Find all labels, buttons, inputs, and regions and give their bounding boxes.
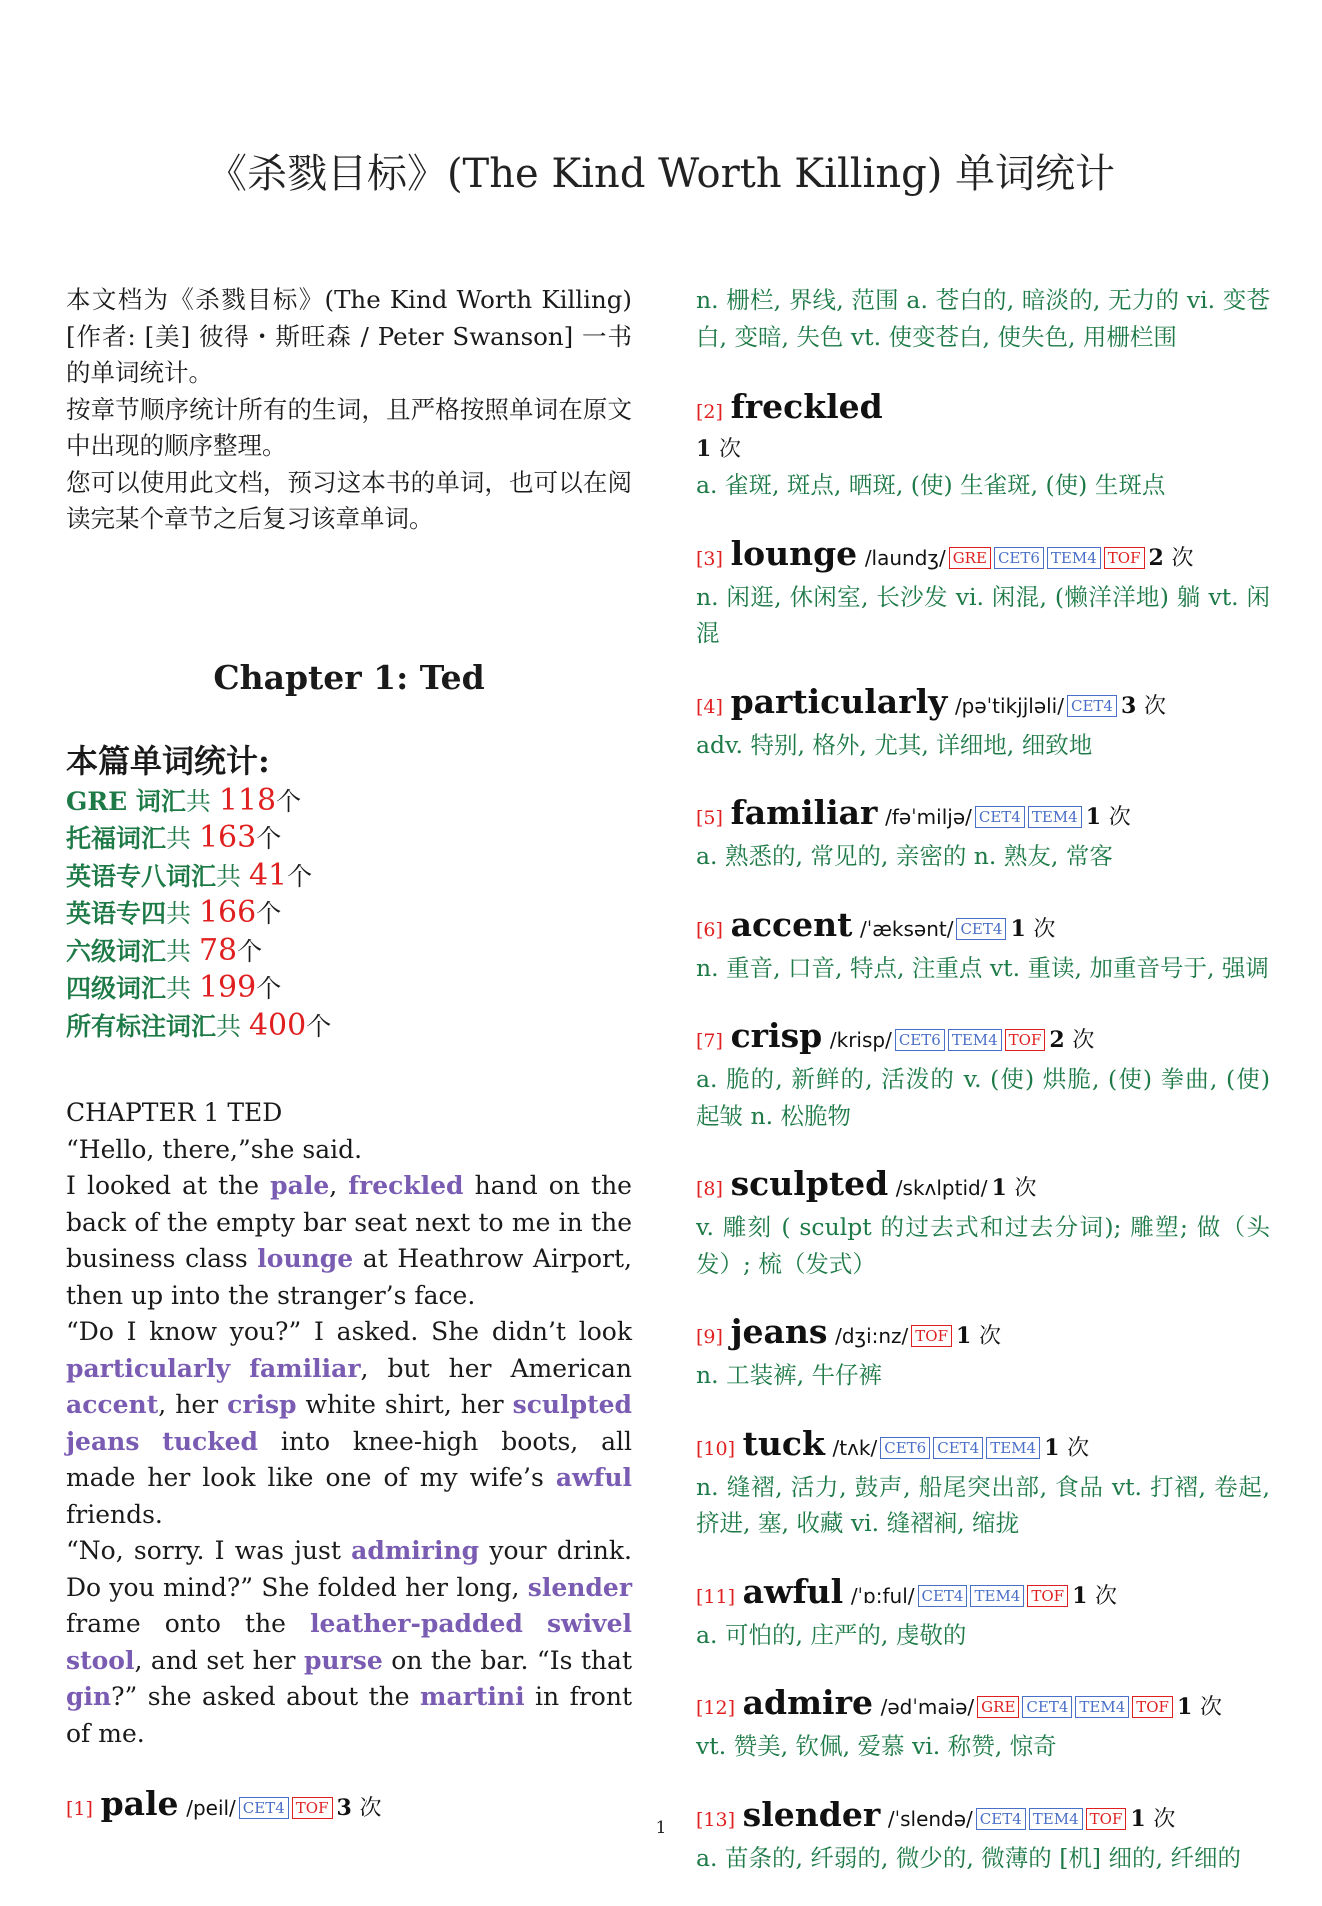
tag-badge: TOF <box>1027 1585 1068 1607</box>
vocab-word[interactable]: martini <box>420 1682 525 1711</box>
vocab-word[interactable]: lounge <box>257 1244 354 1273</box>
entry-phonetic: /ədˈmaiə/ <box>880 1695 975 1719</box>
entry-phonetic: /skʌlptid/ <box>895 1176 988 1200</box>
word-entry <box>696 1683 1270 1765</box>
tag-badge: CET4 <box>239 1797 289 1819</box>
tag-badge: TOF <box>1005 1029 1046 1051</box>
entry-index: [13] <box>696 1808 736 1831</box>
entry-head <box>696 1164 1270 1209</box>
entry-count: 1 次 <box>991 1175 1037 1201</box>
entry-index: [5] <box>696 807 723 829</box>
entry-definition: a. 脆的, 新鲜的, 活泼的 v. (使) 烘脆, (使) 拳曲, (使) 起皱 n. 松脆物 <box>696 1065 1270 1130</box>
tag-badge: TOF <box>1086 1808 1127 1830</box>
entry-count: 1 次 <box>1130 1805 1176 1832</box>
chapter-heading: Chapter 1: Ted <box>213 657 485 697</box>
entry-word[interactable]: slender <box>742 1794 881 1834</box>
vocab-word[interactable]: particularly <box>66 1353 231 1383</box>
entry-definition: v. 雕刻 ( sculpt 的过去式和过去分词); 雕塑; 做（头发）; 梳（发式） <box>696 1213 1270 1278</box>
tag-badge: TEM4 <box>986 1437 1040 1459</box>
tag-badge: CET4 <box>956 918 1006 940</box>
vocab-word[interactable]: stool <box>66 1645 135 1675</box>
story-paragraph: “Do I know you?” I asked. She didn’t look particularly familiar, but her American accent, her crisp white shirt, her sculpted jeans tucked into knee-high boots, all made her look like one of my wife’s awful friends. <box>66 1317 633 1529</box>
word-entry <box>696 905 1270 987</box>
entry-head <box>696 793 1270 838</box>
entry-index: [7] <box>696 1030 723 1052</box>
vocab-word[interactable]: admiring <box>351 1536 480 1565</box>
entry-head <box>696 387 1270 432</box>
entry-definition: n. 栅栏, 界线, 范围 a. 苍白的, 暗淡的, 无力的 vi. 变苍白, 变暗, 失色 vt. 使变苍白, 使失色, 用栅栏围 <box>696 286 1270 351</box>
entry-phonetic: /peil/ <box>186 1796 236 1820</box>
entry-index: [9] <box>696 1326 723 1348</box>
stat-count: 41 <box>248 857 288 893</box>
entry-definition: a. 熟悉的, 常见的, 亲密的 n. 熟友, 常客 <box>696 842 1113 870</box>
entry-word[interactable]: sculpted <box>730 1164 889 1203</box>
vocab-word[interactable]: purse <box>303 1645 383 1675</box>
vocab-word[interactable]: awful <box>555 1463 632 1492</box>
tag-badge: TOF <box>292 1797 333 1819</box>
entry-head <box>696 1312 1270 1357</box>
entry-index: [2] <box>696 401 723 423</box>
entry-index: [10] <box>696 1437 736 1460</box>
document-title: 《杀戮目标》(The Kind Worth Killing) 单词统计 <box>206 151 1116 197</box>
intro-line: 您可以使用此文档，预习这本书的单词，也可以在阅读完某个章节之后复习该章单词。 <box>66 467 632 533</box>
stat-row: 所有标注词汇共 400个 <box>66 1007 332 1043</box>
entry-count: 1 次 <box>956 1323 1002 1349</box>
entry-definition: a. 苗条的, 纤弱的, 微少的, 微薄的 [机] 细的, 纤细的 <box>696 1843 1241 1872</box>
vocab-word[interactable]: tucked <box>162 1426 258 1456</box>
stats-heading: 本篇单词统计: <box>66 741 270 780</box>
entry-word[interactable]: jeans <box>730 1312 828 1351</box>
entry-count: 1 次 <box>1044 1434 1090 1461</box>
stat-count: 199 <box>198 970 257 1005</box>
entry-definition: a. 可怕的, 庄严的, 虔敬的 <box>696 1620 967 1649</box>
entry-word[interactable]: freckled <box>730 387 883 426</box>
tag-badge: TOF <box>911 1325 952 1347</box>
story-paragraph: “Hello, there,”she said. <box>66 1134 363 1164</box>
tag-badge: CET4 <box>1022 1696 1072 1718</box>
entry-count: 1 次 <box>1085 804 1131 830</box>
vocab-word[interactable]: jeans <box>66 1426 140 1456</box>
word-entry <box>696 793 1270 875</box>
entry-phonetic: /laundʒ/ <box>864 545 946 570</box>
entry-head <box>696 905 1270 950</box>
entry-definition: adv. 特别, 格外, 尤其, 详细地, 细致地 <box>696 730 1093 759</box>
word-entry <box>696 1424 1270 1542</box>
entry-definition: n. 重音, 口音, 特点, 注重点 vt. 重读, 加重音号于, 强调 <box>696 953 1269 982</box>
left-column <box>66 282 632 1859</box>
entry-index: [12] <box>696 1697 736 1719</box>
entry-head <box>696 1572 1270 1617</box>
entry-count: 1 次 <box>696 436 741 462</box>
entry-phonetic: /ˈslendə/ <box>887 1806 973 1831</box>
entry-phonetic: /pəˈtikjjləli/ <box>954 693 1064 718</box>
entry-word[interactable]: lounge <box>730 533 858 573</box>
tag-badge: GRE <box>977 1696 1019 1718</box>
tag-badge: CET4 <box>1067 695 1117 717</box>
entry-word[interactable]: particularly <box>730 681 948 721</box>
entry-word[interactable]: awful <box>742 1571 844 1611</box>
stats-block <box>66 739 632 1046</box>
entry-index: [1] <box>66 1798 93 1820</box>
vocab-word[interactable]: freckled <box>348 1171 464 1200</box>
entry-head <box>696 682 1270 727</box>
vocab-word[interactable]: gin <box>66 1682 112 1711</box>
tag-badge: CET4 <box>933 1437 983 1459</box>
entry-count: 2 次 <box>1049 1027 1095 1053</box>
entry-head <box>696 534 1270 579</box>
entry-index: [3] <box>696 547 723 570</box>
entry-word[interactable]: accent <box>730 904 853 944</box>
story-paragraph: I looked at the pale, freckled hand on the back of the empty bar seat next to me in the business class lounge at Heathrow Airport, then up into the stranger’s face. <box>66 1171 632 1310</box>
tag-badge: CET4 <box>975 806 1025 828</box>
intro-line: 本文档为《杀戮目标》(The Kind Worth Killing)[作者: [美] 彼得・斯旺森 / Peter Swanson] 一书的单词统计。 <box>66 285 632 387</box>
entry-index: [6] <box>696 918 723 941</box>
tag-badge: TEM4 <box>1028 806 1082 828</box>
tag-badge: CET6 <box>880 1437 930 1459</box>
vocab-word[interactable]: leather-padded <box>310 1609 523 1638</box>
word-entry <box>696 1312 1270 1394</box>
tag-badge: TOF <box>1132 1696 1173 1718</box>
entry-word[interactable]: pale <box>100 1784 179 1823</box>
entry-count: 3 次 <box>336 1795 382 1821</box>
vocab-word[interactable]: slender <box>527 1572 632 1602</box>
vocab-word[interactable]: crisp <box>227 1390 297 1419</box>
entry-head <box>696 1683 1270 1728</box>
entry-head <box>696 1424 1270 1469</box>
word-entry <box>696 1572 1270 1654</box>
tag-badge: TEM4 <box>1075 1696 1129 1718</box>
story-text <box>66 1095 632 1752</box>
tag-badge: TOF <box>1104 547 1145 569</box>
entry-count: 2 次 <box>1148 544 1194 571</box>
tag-badge: CET4 <box>918 1585 968 1607</box>
entry-definition: n. 闲逛, 休闲室, 长沙发 vi. 闲混, (懒洋洋地) 躺 vt. 闲混 <box>696 582 1270 647</box>
stat-count: 78 <box>198 932 238 968</box>
stat-row: GRE 词汇共 118个 <box>66 782 302 818</box>
entry-index: [11] <box>696 1585 736 1608</box>
word-entry <box>696 534 1270 652</box>
intro <box>66 282 632 538</box>
entry-count: 1 次 <box>1176 1694 1222 1720</box>
entry-phonetic: /krisp/ <box>829 1028 892 1052</box>
tag-badge: CET4 <box>976 1808 1026 1830</box>
entry-count: 3 次 <box>1120 692 1166 719</box>
entry-word[interactable]: admire <box>742 1683 873 1722</box>
entry-count: 1 次 <box>1010 915 1056 942</box>
word-entry <box>696 387 1270 504</box>
entry-phonetic: /fəˈmiljə/ <box>885 805 972 829</box>
tag-badge: TEM4 <box>1047 547 1101 569</box>
stat-count: 166 <box>198 895 257 930</box>
stat-row: 托福词汇共 163个 <box>66 820 282 855</box>
right-column <box>696 282 1270 1906</box>
stat-row: 六级词汇共 78个 <box>66 932 263 968</box>
entry-head <box>696 1016 1270 1061</box>
entry-count: 1 次 <box>1072 1582 1118 1609</box>
tag-badge: TEM4 <box>948 1029 1002 1051</box>
word-entry <box>696 1016 1270 1134</box>
vocab-word[interactable]: accent <box>66 1390 159 1419</box>
entry-definition: n. 工装裤, 牛仔裤 <box>696 1361 883 1389</box>
entry-definition: a. 雀斑, 斑点, 晒斑, (使) 生雀斑, (使) 生斑点 <box>696 471 1166 499</box>
story-paragraph: “No, sorry. I was just admiring your drink. Do you mind?” She folded her long, slender frame onto the leather-padded swivel stool, and set her purse on the bar. “Is that gin?” she asked about the martini in front of me. <box>66 1536 632 1748</box>
tag-badge: TEM4 <box>970 1585 1024 1607</box>
stat-count: 163 <box>198 820 257 855</box>
stat-row: 英语专四共 166个 <box>66 895 282 930</box>
tag-badge: CET6 <box>994 547 1044 569</box>
entry-word[interactable]: crisp <box>730 1016 823 1055</box>
stat-count: 118 <box>218 782 277 818</box>
word-entry <box>696 682 1270 764</box>
stat-row: 英语专八词汇共 41个 <box>66 857 313 893</box>
tag-badge: GRE <box>949 547 991 569</box>
vocab-word[interactable]: pale <box>270 1171 330 1200</box>
entry-word[interactable]: familiar <box>730 793 878 832</box>
tag-badge: TEM4 <box>1029 1808 1083 1830</box>
entry-phonetic: /tʌk/ <box>832 1435 878 1460</box>
entry-definition: n. 缝褶, 活力, 鼓声, 船尾突出部, 食品 vt. 打褶, 卷起, 挤进, 塞, 收藏 vi. 缝褶裥, 缩拢 <box>696 1472 1270 1537</box>
word-entry <box>696 1164 1270 1282</box>
page-number: 1 <box>655 1818 667 1838</box>
vocab-word[interactable]: swivel <box>546 1609 632 1638</box>
entry-phonetic: /dʒi:nz/ <box>835 1324 909 1348</box>
entry-index: [8] <box>696 1178 723 1200</box>
entry-word[interactable]: tuck <box>742 1423 825 1463</box>
tag-badge: CET6 <box>895 1029 945 1051</box>
intro-line: 按章节顺序统计所有的生词，且严格按照单词在原文中出现的顺序整理。 <box>66 394 632 460</box>
entry-phonetic: /ˈɒ:ful/ <box>850 1583 915 1608</box>
vocab-word[interactable]: sculpted <box>512 1390 633 1419</box>
entry-index: [4] <box>696 695 723 718</box>
entry-phonetic: /ˈæksənt/ <box>860 916 954 941</box>
entry-definition: vt. 赞美, 钦佩, 爱慕 vi. 称赞, 惊奇 <box>696 1732 1057 1760</box>
vocab-word[interactable]: familiar <box>249 1353 361 1383</box>
stat-count: 400 <box>248 1007 307 1043</box>
stat-row: 四级词汇共 199个 <box>66 970 282 1005</box>
story-chapter-line: CHAPTER 1 TED <box>66 1098 283 1127</box>
